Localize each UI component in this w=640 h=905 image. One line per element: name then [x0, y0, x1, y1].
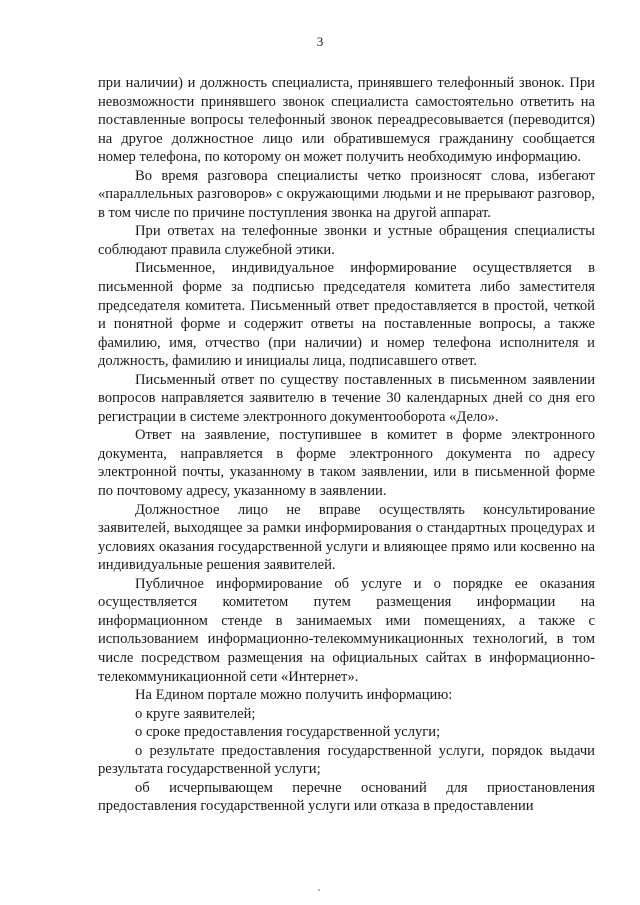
- paragraph-service-ethics: При ответах на телефонные звонки и устные обращения специалисты соблюдают правила служебной этики.: [98, 223, 595, 258]
- list-item-service-result: о результате предоставления государственной услуги, порядок выдачи результата государственной услуги;: [98, 742, 595, 778]
- paragraph-conversation-rules: Во время разговора специалисты четко произносят слова, избегают «параллельных разговоров» с окружающими людьми и не прерывают разговор, в том числе по причине поступления звонка на другой аппарат.: [98, 167, 595, 221]
- paragraph-written-informing: Письменное, индивидуальное информирование осуществляется в письменной форме за подписью председателя комитета либо заместителя председателя комитета. Письменный ответ предоставляется в простой, четкой и понятной форме и содержит ответы на поставленные вопросы, а также фамилию, имя, отчество (при наличии) и номер телефона исполнителя и должность, фамилию и инициалы лица, подписавшего ответ.: [98, 260, 595, 370]
- paragraph-written-answer-deadline: Письменный ответ по существу поставленных в письменном заявлении вопросов направляется заявителю в течение 30 календарных дней со дня его регистрации в системе электронного документооборота «Дело».: [98, 371, 595, 425]
- document-body: [98, 74, 595, 816]
- list-item-refusal-grounds: об исчерпывающем перечне оснований для приостановления предоставления государственной услуги или отказа в предоставлении: [98, 779, 595, 815]
- paragraph-public-informing: Публичное информирование об услуге и о порядке ее оказания осуществляется комитетом путем размещения информации на информационном стенде в занимаемых ими помещениях, а также с использованием информационно-телекоммуникационных технологий, в том числе посредством размещения на официальных сайтах в информационно-телекоммуникационной сети «Интернет».: [98, 575, 595, 685]
- page-number: 3: [316, 34, 324, 49]
- scan-speck: [318, 889, 320, 891]
- list-item-applicants: о круге заявителей;: [135, 705, 256, 722]
- paragraph-electronic-answer: Ответ на заявление, поступившее в комитет в форме электронного документа, направляется в форме электронного документа по адресу электронной почты, указанному в таком заявлении, или в письменной форме по почтовому адресу, указанному в заявлении.: [98, 427, 595, 500]
- list-item-service-term: о сроке предоставления государственной услуги;: [135, 724, 441, 741]
- paragraph-phone-call-redirect: при наличии) и должность специалиста, принявшего телефонный звонок. При невозможности принявшего звонок специалиста самостоятельно ответить на поставленные вопросы телефонный звонок переадресовывается (переводится) на другое должностное лицо или обратившемуся гражданину сообщается номер телефона, по которому он может получить необходимую информацию.: [98, 75, 595, 166]
- paragraph-unified-portal-intro: На Едином портале можно получить информацию:: [135, 687, 453, 704]
- paragraph-official-limits: Должностное лицо не вправе осуществлять консультирование заявителей, выходящее за рамки информирования о стандартных процедурах и условиях оказания государственной услуги и влияющее прямо или косвенно на индивидуальные решения заявителей.: [98, 501, 595, 574]
